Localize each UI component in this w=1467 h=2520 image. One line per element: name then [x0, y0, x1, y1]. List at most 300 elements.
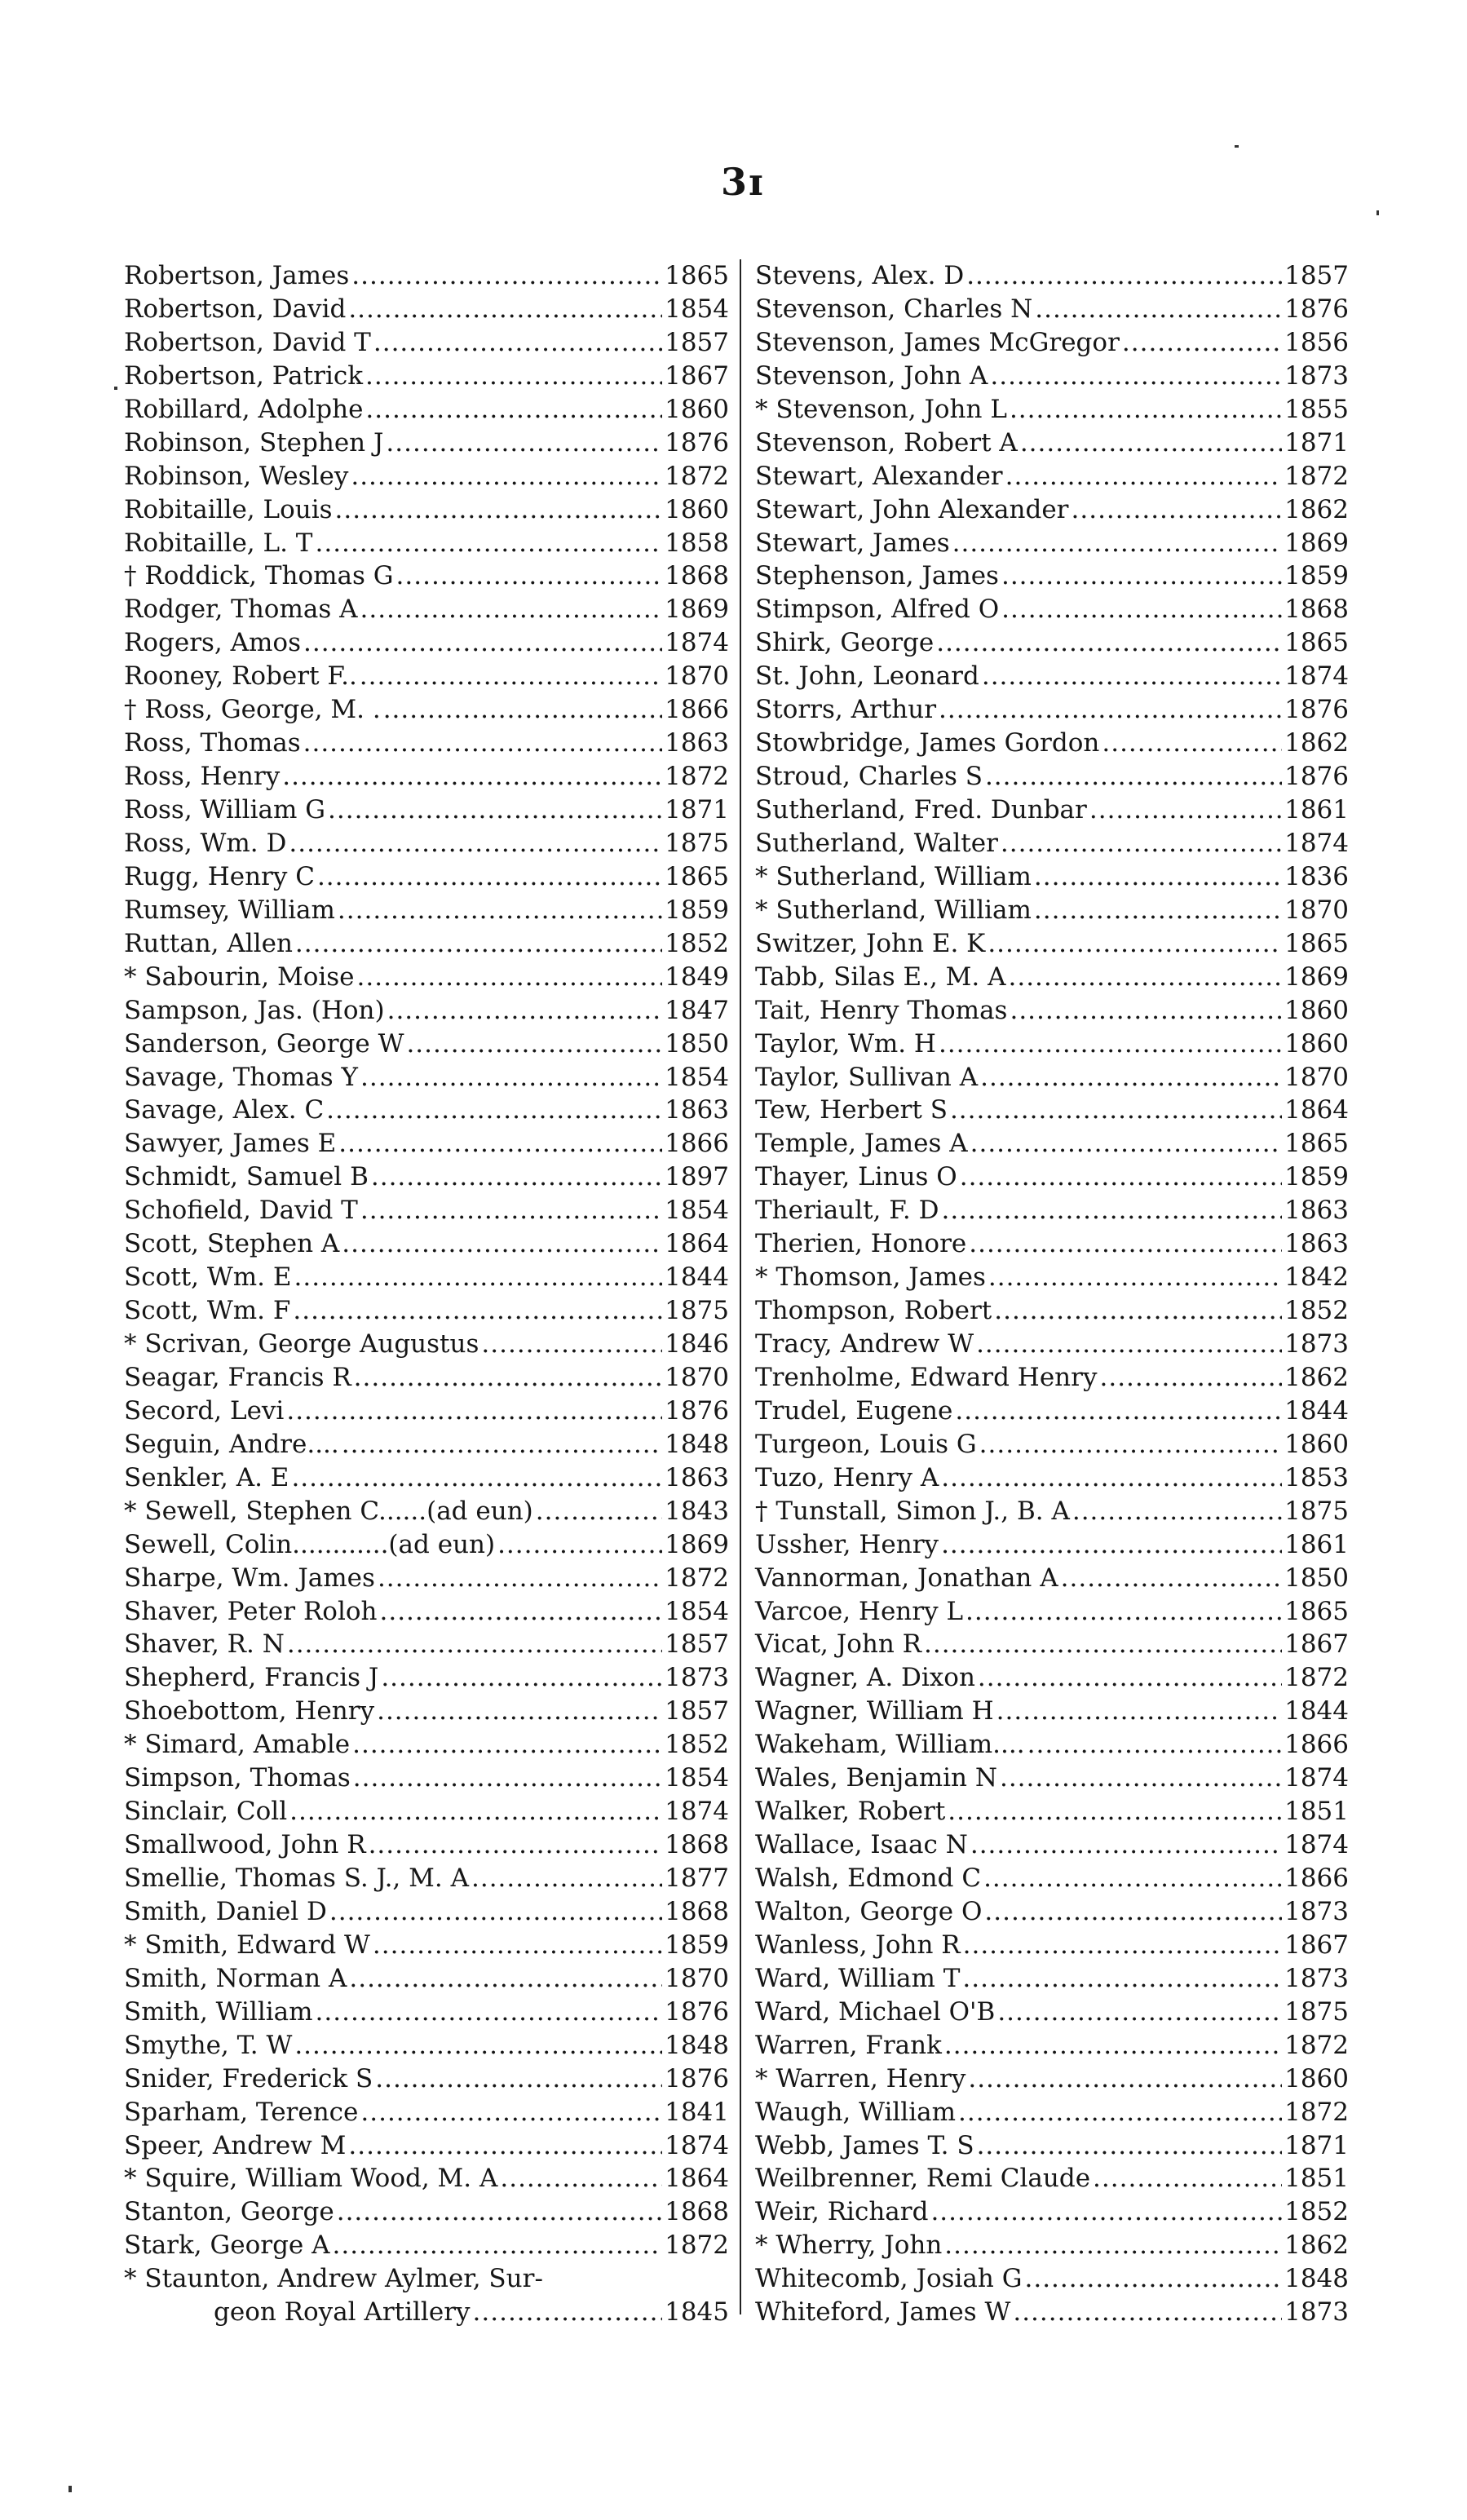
- entry-name: Theriault, F. D: [755, 1196, 939, 1226]
- entry-year: 1865: [1284, 928, 1349, 958]
- leader-dots: [990, 360, 1282, 393]
- entry-year: 1859: [1284, 561, 1349, 591]
- directory-entry: [124, 1795, 729, 1828]
- leader-dots: [293, 1294, 662, 1328]
- entry-name: Wales, Benjamin N: [755, 1763, 997, 1793]
- directory-entry: [124, 2229, 729, 2262]
- directory-entry: [124, 1495, 729, 1528]
- entry-year: 1867: [1284, 1930, 1349, 1960]
- entry-year: 1859: [1284, 1162, 1349, 1192]
- entry-year: 1865: [1284, 1129, 1349, 1159]
- entry-name: Smallwood, John R: [124, 1830, 366, 1860]
- leader-dots: [924, 1628, 1282, 1661]
- leader-dots: [1072, 1495, 1282, 1528]
- leader-dots: [360, 660, 662, 693]
- leader-dots: [970, 1127, 1282, 1161]
- leader-dots: [968, 2062, 1282, 2096]
- directory-entry: [755, 1929, 1349, 1962]
- directory-entry: [755, 1294, 1349, 1328]
- entry-name: Tabb, Silas E., M. A: [755, 962, 1006, 992]
- entry-year: 1867: [1284, 1629, 1349, 1660]
- leader-dots: [939, 1028, 1282, 1061]
- entry-year: 1869: [665, 1529, 729, 1559]
- entry-year: 1870: [665, 661, 729, 692]
- entry-name: Temple, James A: [755, 1129, 968, 1159]
- leader-dots: [1000, 1762, 1282, 1795]
- leader-dots: [328, 794, 662, 827]
- leader-dots: [481, 1328, 662, 1361]
- entry-year: 1844: [1284, 1696, 1349, 1726]
- directory-entry: [124, 894, 729, 927]
- entry-name: Stowbridge, James Gordon: [755, 728, 1100, 758]
- directory-entry: [755, 593, 1349, 626]
- entry-year: 1872: [665, 461, 729, 491]
- leader-dots: [942, 1194, 1283, 1227]
- directory-entry: [755, 2162, 1349, 2195]
- directory-entry: [755, 1127, 1349, 1161]
- leader-dots: [315, 527, 662, 560]
- entry-name: * Sutherland, William: [755, 895, 1032, 925]
- directory-entry: [755, 1661, 1349, 1695]
- entry-name: * Smith, Edward W: [124, 1930, 370, 1960]
- entry-year: 1860: [1284, 1429, 1349, 1459]
- leader-dots: [360, 1194, 662, 1227]
- leader-dots: [966, 259, 1282, 293]
- entry-year: 1866: [1284, 1730, 1349, 1760]
- directory-entry: [755, 1962, 1349, 1996]
- leader-dots: [338, 894, 662, 927]
- entry-name: Tracy, Andrew W: [755, 1329, 974, 1359]
- entry-name: Shoebottom, Henry: [124, 1696, 375, 1726]
- leader-dots: [977, 2129, 1283, 2163]
- entry-year: 1872: [665, 762, 729, 792]
- directory-entry: [755, 1828, 1349, 1862]
- entry-name: Stevens, Alex. D: [755, 261, 965, 290]
- leader-dots: [351, 460, 662, 493]
- entry-year: 1860: [1284, 1028, 1349, 1059]
- leader-dots: [373, 1929, 662, 1962]
- entry-name: Schofield, David T: [124, 1196, 358, 1226]
- leader-dots: [960, 1161, 1282, 1194]
- leader-dots: [349, 1962, 662, 1996]
- leader-dots: [295, 927, 662, 961]
- entry-year: 1871: [1284, 2130, 1349, 2160]
- entry-year: 1862: [1284, 728, 1349, 758]
- entry-year: 1876: [665, 2063, 729, 2093]
- directory-entry: [755, 1461, 1349, 1495]
- entry-year: 1868: [665, 2197, 729, 2227]
- entry-name: Ruttan, Allen: [124, 928, 293, 958]
- leader-dots: [1009, 961, 1283, 994]
- entry-name: Thompson, Robert: [755, 1296, 992, 1326]
- directory-entry: [755, 626, 1349, 660]
- entry-name: Rodger, Thomas A: [124, 595, 358, 625]
- directory-entry: [755, 827, 1349, 860]
- entry-year: 1848: [665, 1429, 729, 1459]
- entry-year: 1848: [665, 2030, 729, 2060]
- directory-entry: [124, 1562, 729, 1595]
- entry-year: 1852: [1284, 2197, 1349, 2227]
- entry-name: Robitaille, L. T: [124, 528, 313, 558]
- directory-entry: [755, 2262, 1349, 2296]
- entry-year: 1854: [665, 1062, 729, 1092]
- entry-year: 1864: [665, 1229, 729, 1259]
- leader-dots: [342, 1227, 662, 1261]
- entry-year: 1872: [1284, 461, 1349, 491]
- entry-name: Vannorman, Jonathan A: [755, 1563, 1058, 1593]
- leader-dots: [316, 1996, 663, 2029]
- leader-dots: [294, 1261, 662, 1294]
- leader-dots: [1035, 293, 1282, 326]
- directory-entry: [124, 1929, 729, 1962]
- entry-name: Smith, Norman A: [124, 1963, 347, 1993]
- leader-dots: [406, 1028, 662, 1061]
- leader-dots: [936, 626, 1282, 660]
- entry-name: Wanless, John R: [755, 1930, 961, 1960]
- entry-year: 1876: [1284, 695, 1349, 725]
- entry-name: Rumsey, William: [124, 895, 335, 925]
- directory-entry: [755, 1094, 1349, 1127]
- entry-year: 1858: [665, 528, 729, 558]
- leader-dots: [979, 1428, 1282, 1461]
- directory-entry: [755, 1795, 1349, 1828]
- leader-dots: [1001, 593, 1282, 626]
- entry-name: Taylor, Sullivan A: [755, 1062, 979, 1092]
- entry-name: Wagner, A. Dixon: [755, 1663, 975, 1693]
- directory-entry: [124, 727, 729, 760]
- leader-dots: [1099, 1361, 1282, 1395]
- leader-dots: [1013, 2296, 1282, 2329]
- leader-dots: [294, 2029, 662, 2062]
- entry-name: Trudel, Eugene: [755, 1395, 953, 1426]
- directory-entry: [124, 2262, 729, 2296]
- entry-year: 1852: [665, 928, 729, 958]
- entry-name: Tait, Henry Thomas: [755, 995, 1008, 1025]
- scan-speck: [1235, 145, 1239, 148]
- directory-entry: [755, 2229, 1349, 2262]
- entry-name: Varcoe, Henry L: [755, 1596, 964, 1626]
- entry-year: 1868: [1284, 595, 1349, 625]
- directory-entry: [755, 1428, 1349, 1461]
- leader-dots: [976, 1328, 1282, 1361]
- right-column: [755, 259, 1349, 2329]
- entry-year: 1859: [665, 1930, 729, 1960]
- entry-year: 1853: [1284, 1462, 1349, 1492]
- entry-name: * Thomson, James: [755, 1262, 986, 1293]
- entry-name: Shaver, R. N: [124, 1629, 285, 1660]
- leader-dots: [969, 1227, 1282, 1261]
- entry-year: 1876: [665, 1996, 729, 2027]
- entry-year: 1857: [665, 1696, 729, 1726]
- entry-year: 1870: [1284, 895, 1349, 925]
- leader-dots: [1025, 2262, 1283, 2296]
- entry-name: Sinclair, Coll: [124, 1797, 288, 1827]
- scan-speck: [114, 387, 117, 390]
- directory-entry: [755, 460, 1349, 493]
- directory-entry: [755, 727, 1349, 760]
- leader-dots: [1061, 1562, 1282, 1595]
- entry-year: 1843: [665, 1496, 729, 1526]
- directory-entry: [755, 1028, 1349, 1061]
- directory-entry: [124, 1728, 729, 1762]
- leader-dots: [952, 527, 1282, 560]
- entry-name: Ross, William G: [124, 795, 326, 825]
- entry-year: 1846: [665, 1329, 729, 1359]
- directory-entry: [124, 527, 729, 560]
- leader-dots: [360, 593, 663, 626]
- entry-year: 1867: [665, 360, 729, 391]
- entry-year: 1857: [1284, 261, 1349, 290]
- entry-year: 1862: [1284, 494, 1349, 524]
- directory-entry: [755, 794, 1349, 827]
- directory-entry: [755, 2129, 1349, 2163]
- leader-dots: [1010, 393, 1282, 427]
- entry-name: Simpson, Thomas: [124, 1763, 351, 1793]
- entry-name: Warren, Frank: [755, 2030, 942, 2060]
- directory-entry: [755, 894, 1349, 927]
- entry-year: 1873: [1284, 1896, 1349, 1926]
- leader-dots: [303, 727, 662, 760]
- entry-name: Senkler, A. E: [124, 1462, 289, 1492]
- entry-year: 1861: [1284, 795, 1349, 825]
- entry-name: Ward, William T: [755, 1963, 961, 1993]
- entry-name: Webb, James T. S: [755, 2130, 974, 2160]
- entry-name: Wakeham, William....: [755, 1730, 1025, 1760]
- entry-name: Walsh, Edmond C: [755, 1863, 982, 1893]
- leader-dots: [386, 427, 662, 460]
- entry-name: Seagar, Francis R: [124, 1362, 351, 1392]
- leader-dots: [988, 927, 1282, 961]
- entry-year: 1871: [665, 795, 729, 825]
- entry-year: 1861: [1284, 1529, 1349, 1559]
- directory-entry: [124, 1094, 729, 1127]
- entry-year: 1863: [665, 1462, 729, 1492]
- entry-name: Sparham, Terence: [124, 2097, 359, 2127]
- entry-year: 1876: [1284, 294, 1349, 324]
- entry-name: Walker, Robert: [755, 1797, 946, 1827]
- entry-name: Stevenson, Charles N: [755, 294, 1033, 324]
- leader-dots: [1072, 493, 1283, 527]
- entry-name: Stevenson, Robert A: [755, 427, 1018, 458]
- directory-entry: [124, 427, 729, 460]
- column-divider: [740, 259, 741, 2314]
- directory-entry: [124, 1595, 729, 1629]
- entry-year: 1844: [665, 1262, 729, 1293]
- directory-entry: [755, 1595, 1349, 1629]
- entry-name: Snider, Frederick S: [124, 2063, 373, 2093]
- entry-name: Therien, Honore: [755, 1229, 967, 1259]
- entry-year: 1868: [665, 1830, 729, 1860]
- entry-year: 1857: [665, 1629, 729, 1660]
- entry-name: Shirk, George: [755, 628, 935, 658]
- entry-year: 1841: [665, 2097, 729, 2127]
- entry-name: Smythe, T. W: [124, 2030, 293, 2060]
- directory-entry: [124, 760, 729, 794]
- entry-year: 1863: [665, 728, 729, 758]
- leader-dots: [1093, 2162, 1282, 2195]
- directory-entry: [124, 2296, 729, 2329]
- entry-name: † Roddick, Thomas G: [124, 561, 394, 591]
- leader-dots: [983, 1862, 1282, 1895]
- entry-year: 1850: [1284, 1563, 1349, 1593]
- directory-entry: [124, 360, 729, 393]
- leader-dots: [329, 1895, 662, 1929]
- entry-name: Stevenson, John A: [755, 360, 988, 391]
- entry-year: 1874: [1284, 661, 1349, 692]
- directory-entry: [755, 1628, 1349, 1661]
- leader-dots: [984, 1895, 1282, 1929]
- entry-year: 1873: [665, 1663, 729, 1693]
- leader-dots: [348, 293, 662, 326]
- directory-entry: [124, 1828, 729, 1862]
- leader-dots: [997, 1996, 1282, 2029]
- leader-dots: [962, 1962, 1282, 1996]
- directory-entry: [124, 1395, 729, 1428]
- leader-dots: [536, 1495, 662, 1528]
- leader-dots: [1020, 427, 1282, 460]
- leader-dots: [994, 1294, 1282, 1328]
- entry-year: 1870: [1284, 1062, 1349, 1092]
- leader-dots: [365, 393, 662, 427]
- entry-name: Wagner, William H: [755, 1696, 994, 1726]
- entry-name: Shaver, Peter Roloh: [124, 1596, 378, 1626]
- leader-dots: [948, 1795, 1282, 1828]
- directory-entry: [124, 2029, 729, 2062]
- entry-name: Shepherd, Francis J: [124, 1663, 379, 1693]
- entry-name: Scott, Wm. F: [124, 1296, 291, 1326]
- entry-year: 1875: [665, 1296, 729, 1326]
- directory-entry: [755, 660, 1349, 693]
- page-number: 3ɪ: [721, 160, 765, 204]
- directory-entry: [755, 527, 1349, 560]
- directory-entry: [124, 2096, 729, 2129]
- directory-entry: [124, 827, 729, 860]
- leader-dots: [375, 2062, 662, 2096]
- directory-entry: [755, 1695, 1349, 1728]
- entry-year: 1871: [1284, 427, 1349, 458]
- leader-dots: [360, 2096, 662, 2129]
- leader-dots: [282, 760, 662, 794]
- entry-name: Wallace, Isaac N: [755, 1830, 968, 1860]
- directory-entry: [124, 1695, 729, 1728]
- leader-dots: [387, 994, 663, 1028]
- directory-entry: [124, 1628, 729, 1661]
- leader-dots: [289, 1795, 662, 1828]
- entry-year: 1872: [665, 1563, 729, 1593]
- entry-year: 1836: [1284, 861, 1349, 891]
- leader-dots: [955, 1395, 1282, 1428]
- leader-dots: [1089, 794, 1282, 827]
- entry-name: * Staunton, Andrew Aylmer, Sur-: [124, 2264, 543, 2294]
- directory-entry: [124, 693, 729, 727]
- directory-entry: [755, 927, 1349, 961]
- entry-year: 1848: [1284, 2264, 1349, 2294]
- directory-entry: [124, 794, 729, 827]
- scan-speck: [1376, 210, 1379, 215]
- directory-entry: [124, 1895, 729, 1929]
- entry-name: * Wherry, John: [755, 2230, 943, 2261]
- entry-year: 1874: [1284, 1763, 1349, 1793]
- leader-dots: [360, 1061, 662, 1094]
- entry-name: † Tunstall, Simon J., B. A: [755, 1496, 1070, 1526]
- entry-name: * Sewell, Stephen C......(ad eun): [124, 1496, 533, 1526]
- entry-year: 1865: [665, 261, 729, 290]
- entry-year: 1862: [1284, 1362, 1349, 1392]
- directory-entry: [124, 1762, 729, 1795]
- entry-year: 1868: [665, 561, 729, 591]
- directory-entry: [124, 1962, 729, 1996]
- entry-name: Robertson, David T: [124, 327, 371, 357]
- entry-year: 1864: [1284, 1095, 1349, 1125]
- leader-dots: [333, 2229, 663, 2262]
- entry-year: 1869: [1284, 528, 1349, 558]
- entry-name: Stevenson, James McGregor: [755, 327, 1120, 357]
- entry-name: Stephenson, James: [755, 561, 999, 591]
- leader-dots: [944, 2229, 1282, 2262]
- entry-name: Robillard, Adolphe: [124, 394, 364, 424]
- leader-dots: [944, 2029, 1282, 2062]
- directory-entry: [755, 961, 1349, 994]
- entry-name: Ussher, Henry: [755, 1529, 939, 1559]
- leader-dots: [383, 693, 662, 727]
- leader-dots: [471, 1862, 662, 1895]
- entry-year: 1854: [665, 1196, 729, 1226]
- directory-entry: [124, 393, 729, 427]
- directory-entry: [124, 2162, 729, 2195]
- leader-dots: [286, 1395, 662, 1428]
- entry-year: 1854: [665, 1763, 729, 1793]
- directory-entry: [755, 1227, 1349, 1261]
- entry-year: 1874: [665, 1797, 729, 1827]
- entry-year: 1874: [1284, 828, 1349, 858]
- entry-year: 1873: [1284, 1329, 1349, 1359]
- directory-entry: [755, 1728, 1349, 1762]
- leader-dots: [950, 1094, 1282, 1127]
- leader-dots: [377, 1695, 662, 1728]
- entry-name: Seguin, Andre....: [124, 1429, 339, 1459]
- entry-year: 1850: [665, 1028, 729, 1059]
- leader-dots: [980, 1061, 1282, 1094]
- leader-dots: [303, 626, 662, 660]
- entry-year: 1851: [1284, 1797, 1349, 1827]
- entry-year: 1872: [1284, 1663, 1349, 1693]
- entry-name: Rugg, Henry C: [124, 861, 315, 891]
- entry-name: Smith, William: [124, 1996, 313, 2027]
- leader-dots: [930, 2195, 1282, 2229]
- entry-name: Ross, Wm. D: [124, 828, 287, 858]
- directory-entry: [124, 860, 729, 894]
- entry-year: 1863: [1284, 1196, 1349, 1226]
- entry-name: Stimpson, Alfred O: [755, 595, 1000, 625]
- entry-name: * Scrivan, George Augustus: [124, 1329, 479, 1359]
- entry-year: 1875: [1284, 1496, 1349, 1526]
- leader-dots: [338, 1127, 662, 1161]
- leader-dots: [965, 1595, 1282, 1629]
- entry-year: 1862: [1284, 2230, 1349, 2261]
- leader-dots: [497, 1528, 662, 1562]
- entry-year: 1873: [1284, 2297, 1349, 2328]
- leader-dots: [335, 493, 663, 527]
- entry-name: * Sutherland, William: [755, 861, 1032, 891]
- leader-dots: [1102, 727, 1282, 760]
- entry-name: Waugh, William: [755, 2097, 956, 2127]
- leader-dots: [357, 961, 663, 994]
- entry-year: 1869: [665, 595, 729, 625]
- directory-entry: [755, 693, 1349, 727]
- directory-entry: [124, 293, 729, 326]
- entry-name: Sharpe, Wm. James: [124, 1563, 375, 1593]
- leader-dots: [289, 827, 662, 860]
